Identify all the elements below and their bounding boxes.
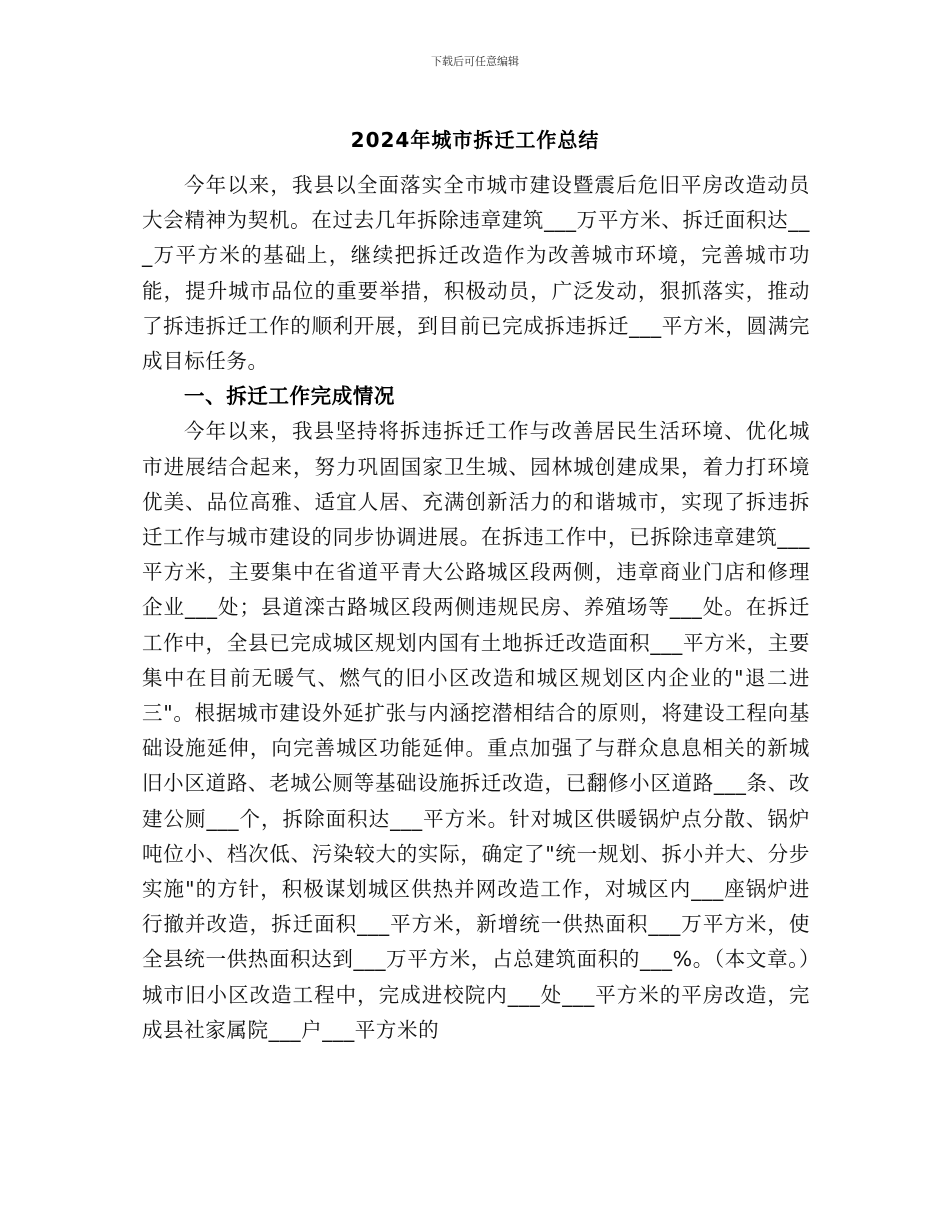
section-heading: 一、拆迁工作完成情况 bbox=[184, 384, 395, 409]
page-header-note: 下载后可任意编辑 bbox=[431, 55, 519, 68]
intro-paragraph: 今年以来，我县以全面落实全市城市建设暨震后危旧平房改造动员大会精神为契机。在过去几年拆除违章建筑___万平方米、拆迁面积达___万平方米的基础上，继续把拆迁改造作为改善城市环境，完善城市功能，提升城市品位的重要举措，积极动员，广泛发动，狠抓落实，推动了拆违拆迁工作的顺利开展，到目前已完成拆违拆迁___平方米，圆满完成目标任务。 bbox=[142, 173, 810, 374]
document-body bbox=[142, 168, 810, 1048]
section-paragraph: 今年以来，我县坚持将拆违拆迁工作与改善居民生活环境、优化城市进展结合起来，努力巩固国家卫生城、园林城创建成果，着力打环境优美、品位高雅、适宜人居、充满创新活力的和谐城市，实现了拆违拆迁工作与城市建设的同步协调进展。在拆违工作中，已拆除违章建筑___平方米，主要集中在省道平青大公路城区段两侧，违章商业门店和修理企业___处；县道滦古路城区段两侧违规民房、养殖场等___处。在拆迁工作中，全县已完成城区规划内国有土地拆迁改造面积___平方米，主要集中在目前无暖气、燃气的旧小区改造和城区规划区内企业的"退二进三"。根据城市建设外延扩张与内涵挖潜相结合的原则，将建设工程向基础设施延伸，向完善城区功能延伸。重点加强了与群众息息相关的新城旧小区道路、老城公厕等基础设施拆迁改造，已翻修小区道路___条、改建公厕___个，拆除面积达___平方米。针对城区供暖锅炉点分散、锅炉吨位小、档次低、污染较大的实际，确定了"统一规划、拆小并大、分步实施"的方针，积极谋划城区供热并网改造工作，对城区内___座锅炉进行撤并改造，拆迁面积___平方米，新增统一供热面积___万平方米，使全县统一供热面积达到___万平方米，占总建筑面积的___%。（本文章。）城市旧小区改造工程中，完成进校院内___处___平方米的平房改造，完成县社家属院___户___平方米的 bbox=[142, 419, 810, 1042]
document-title: 2024年城市拆迁工作总结 bbox=[350, 128, 600, 152]
